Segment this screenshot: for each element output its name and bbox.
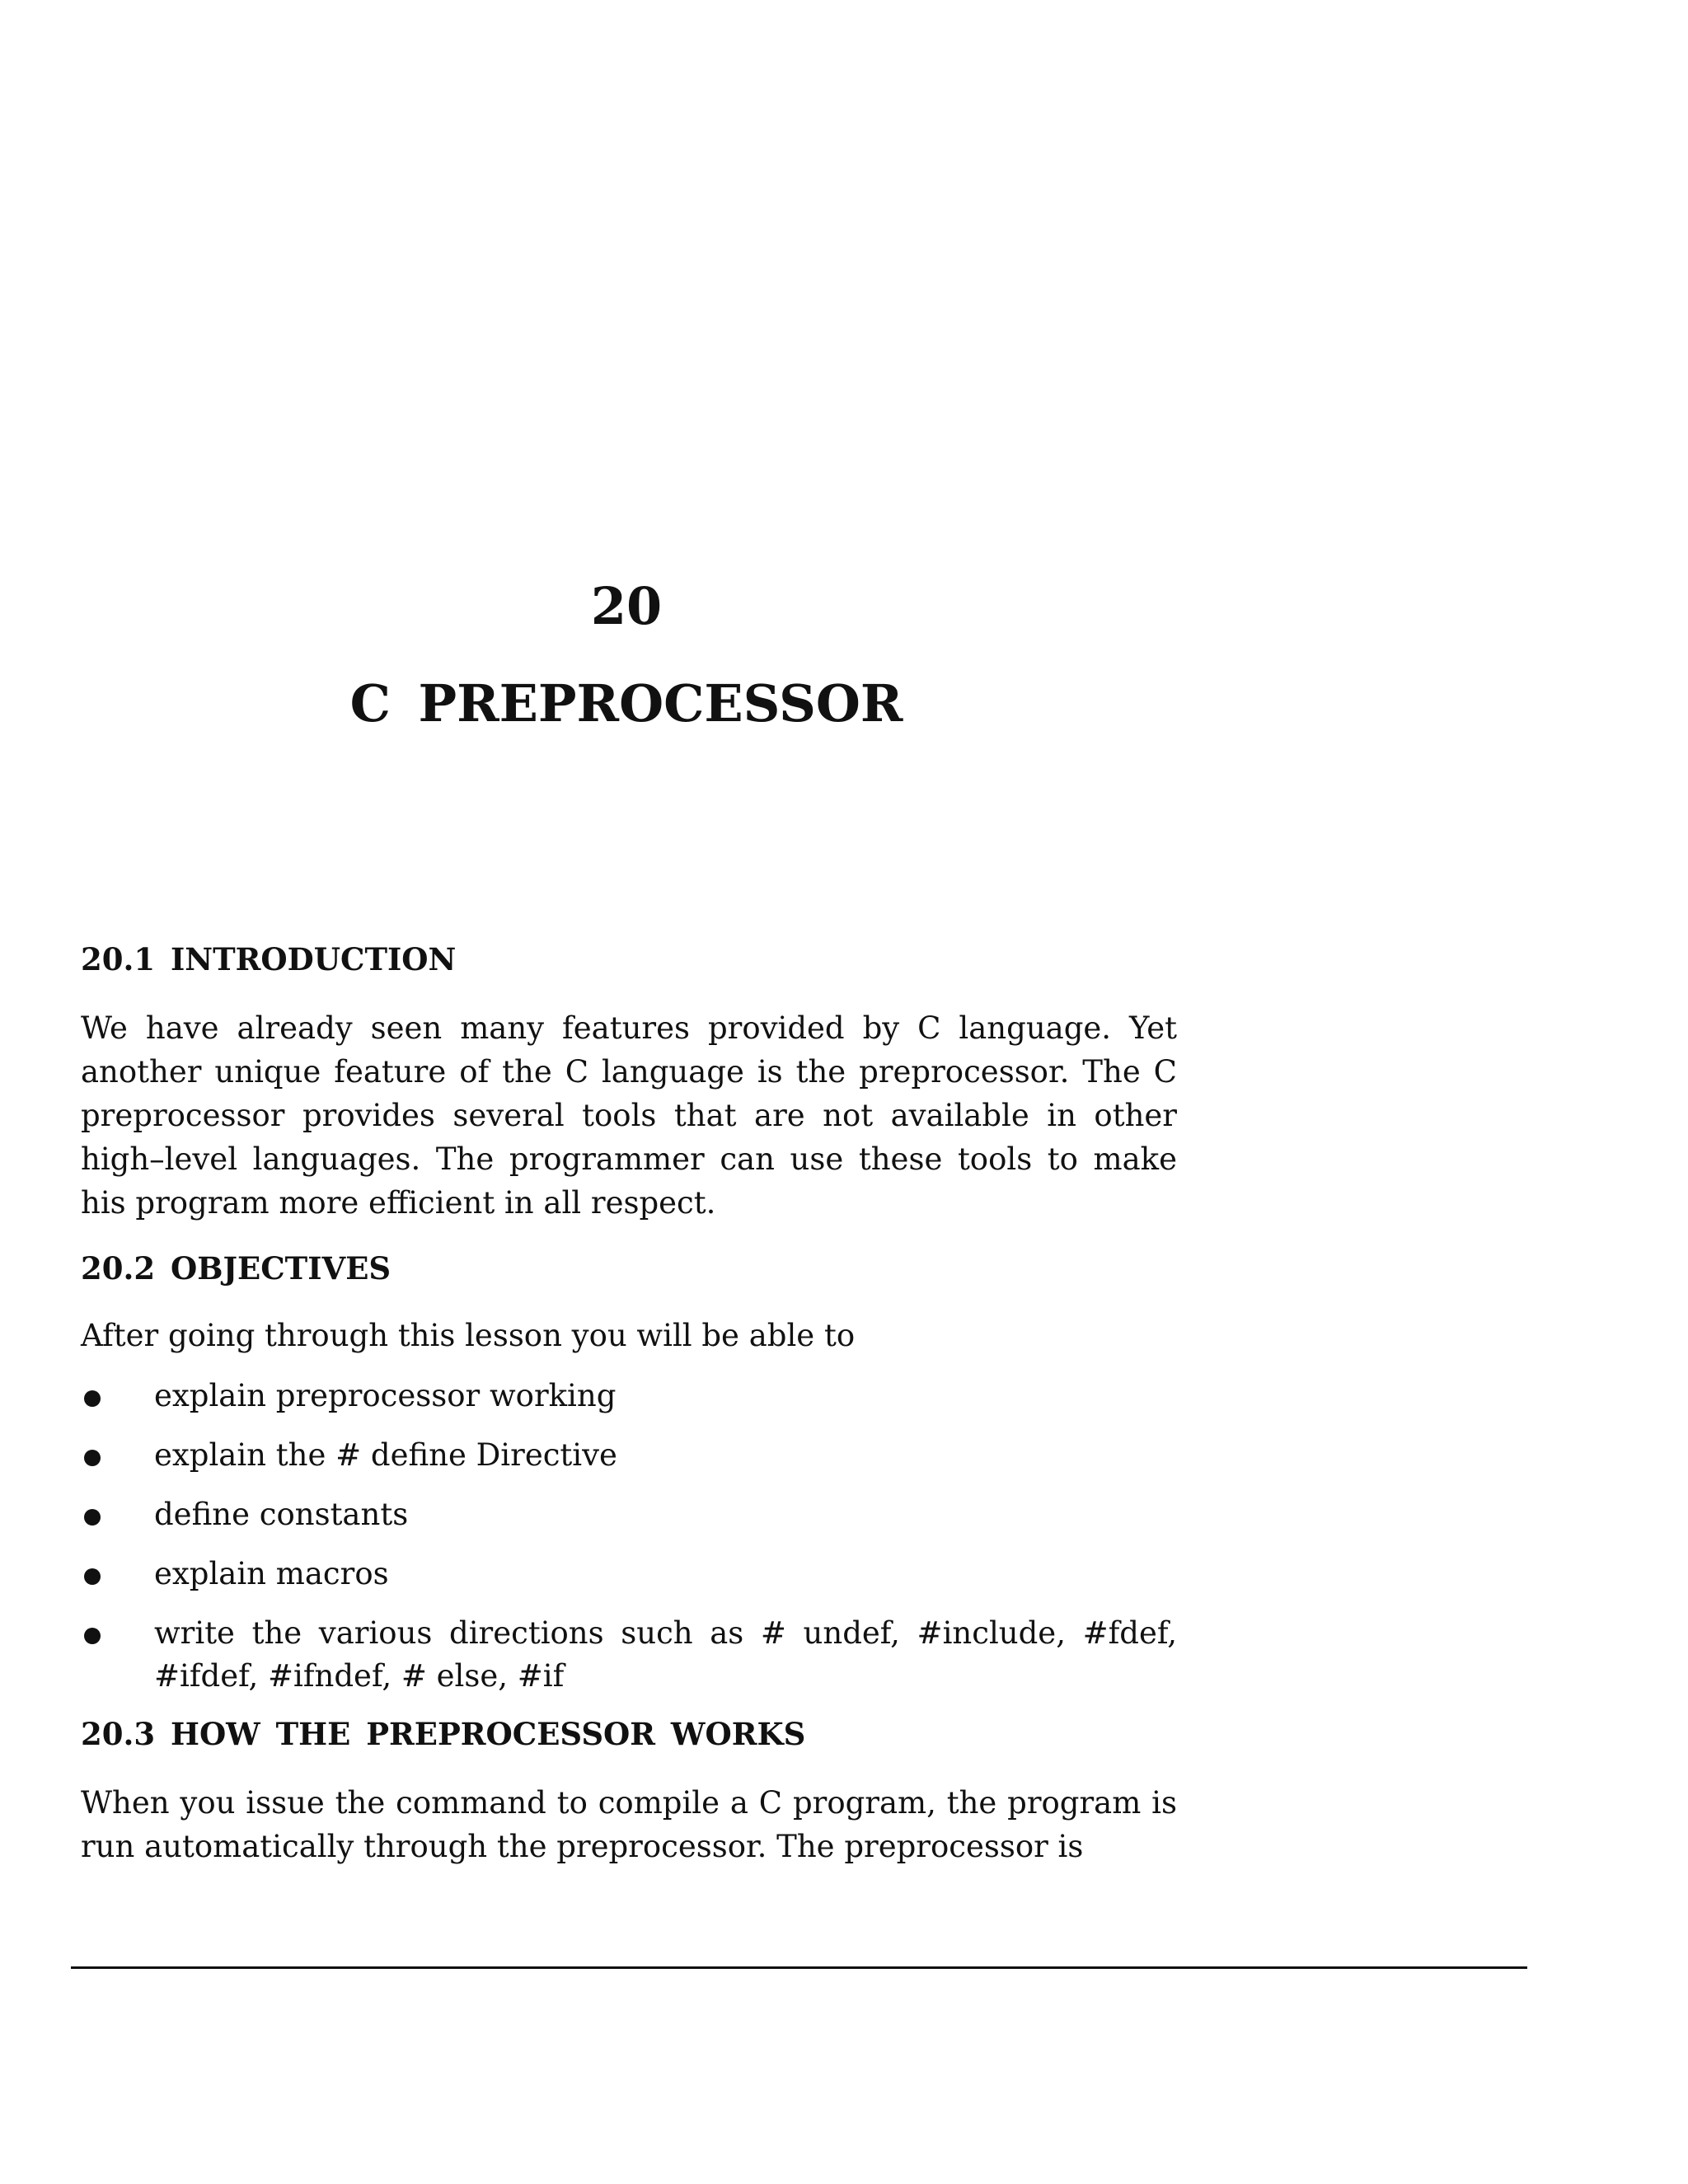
chapter-number: 20 [590,576,663,636]
list-item [81,1612,1177,1698]
objectives-lead: After going through this lesson you will be able to [81,1318,856,1353]
bullet-icon [84,1390,101,1407]
footer-divider [71,1966,1527,1969]
objective-text: explain the # define Directive [154,1437,617,1473]
list-item [81,1493,1177,1536]
section-heading-objectives: 20.2 OBJECTIVES [81,1250,392,1286]
objective-text: explain preprocessor working [154,1378,617,1413]
list-item [81,1553,1177,1596]
how-it-works-paragraph: When you issue the command to compile a C program, the program is run automatically through the preprocessor. The preprocessor is [81,1785,1177,1864]
bullet-icon [84,1509,101,1526]
chapter-title: C PREPROCESSOR [349,673,903,733]
page-body [81,940,1177,1868]
objective-text: explain macros [154,1556,389,1591]
bullet-icon [84,1568,101,1585]
introduction-paragraph: We have already seen many features provided by C language. Yet another unique feature of the C language is the preprocessor. The C preprocessor provides several tools that are not available in other high–level languages. The programmer can use these tools to make his program more efficient in all respect. [81,1010,1177,1221]
list-item [81,1434,1177,1477]
list-item [81,1375,1177,1418]
objective-text: define constants [154,1497,409,1532]
objectives-list [81,1375,1177,1698]
bullet-icon [84,1628,101,1644]
section-heading-how-it-works: 20.3 HOW THE PREPROCESSOR WORKS [81,1716,806,1752]
objective-text: write the various directions such as # undef, #include, #fdef, #ifdef, #ifndef, # else, #if [154,1615,1177,1694]
section-heading-introduction: 20.1 INTRODUCTION [81,941,457,977]
bullet-icon [84,1450,101,1466]
